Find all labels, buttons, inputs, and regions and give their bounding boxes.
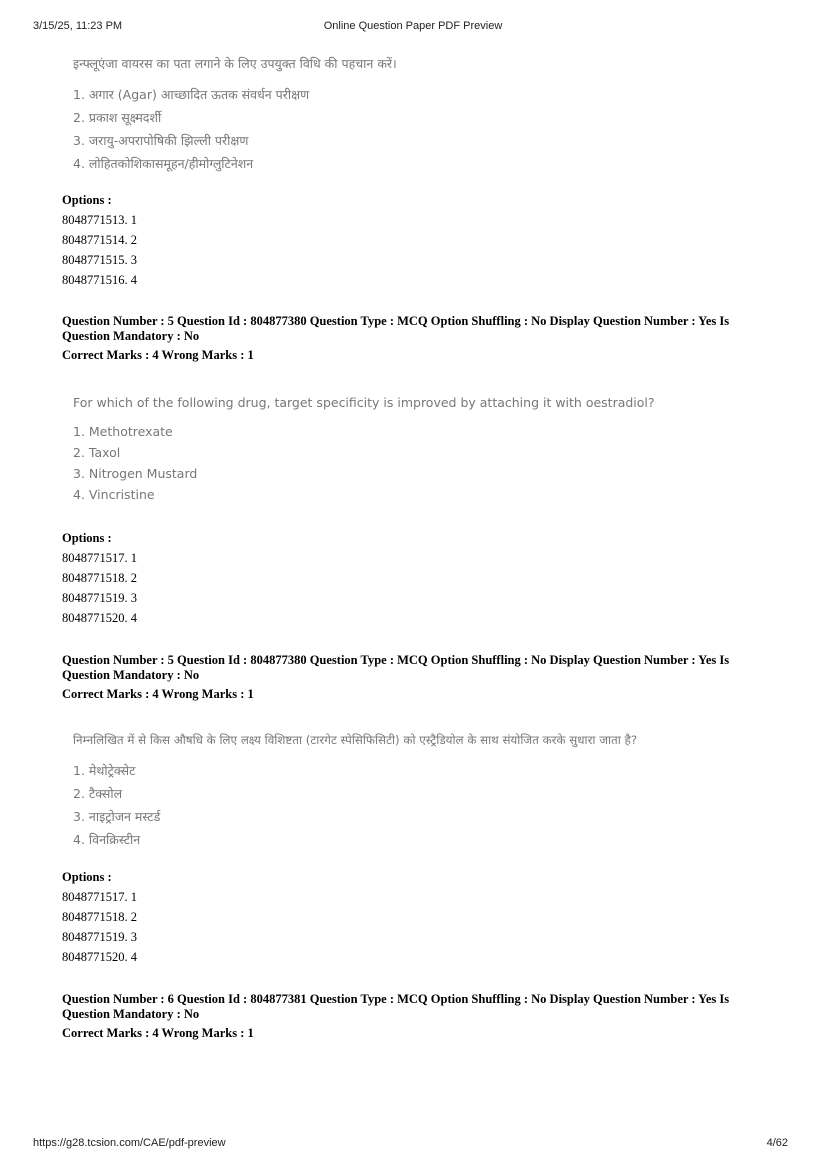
question-meta-line: Question Number : 5 Question Id : 804877380 Question Type : MCQ Option Shuffling : No Display Question Number : Yes Is Question Mandatory : No <box>62 314 730 343</box>
question-marks: Correct Marks : 4 Wrong Marks : 1 <box>62 1026 254 1040</box>
option-id: 8048771519. 3 <box>62 591 137 605</box>
options-heading: Options : <box>62 193 112 207</box>
page-number: 4/62 <box>766 1137 788 1149</box>
question-choice: 1. Methotrexate <box>73 424 173 439</box>
question-choices <box>73 424 655 502</box>
option-id: 8048771519. 3 <box>62 930 137 944</box>
print-datetime: 3/15/25, 11:23 PM <box>33 20 123 32</box>
options-block <box>62 528 137 628</box>
question-stem: इन्फ्लूएंजा वायरस का पता लगाने के लिए उपयुक्त विधि की पहचान करें। <box>73 56 397 71</box>
question-stem: निम्नलिखित में से किस औषधि के लिए लक्ष्य विशिष्टता (टारगेट स्पेसिफिसिटी) को एस्ट्रैडियोल के साथ संयोजित करके सुधारा जाता है? <box>73 733 638 747</box>
question-choices <box>73 762 637 848</box>
question-stem: For which of the following drug, target specificity is improved by attaching it with oestradiol? <box>73 395 655 410</box>
option-id: 8048771520. 4 <box>62 950 137 964</box>
option-id: 8048771514. 2 <box>62 233 137 247</box>
question-meta <box>62 314 778 363</box>
options-heading: Options : <box>62 870 112 884</box>
print-footer <box>0 1137 826 1151</box>
options-block <box>62 867 137 967</box>
option-id: 8048771520. 4 <box>62 611 137 625</box>
question-choice: 3. Nitrogen Mustard <box>73 466 198 481</box>
option-id: 8048771517. 1 <box>62 551 137 565</box>
question-meta <box>62 992 778 1041</box>
question-choice: 2. टैक्सोल <box>73 786 123 801</box>
question-choice: 1. अगार (Agar) आच्छादित ऊतक संवर्धन परीक्षण <box>73 87 310 102</box>
print-url: https://g28.tcsion.com/CAE/pdf-preview <box>33 1137 226 1149</box>
question-choice: 2. Taxol <box>73 445 121 460</box>
question-marks: Correct Marks : 4 Wrong Marks : 1 <box>62 687 254 701</box>
question-marks: Correct Marks : 4 Wrong Marks : 1 <box>62 348 254 362</box>
question-choice: 4. लोहितकोशिकासमूहन/हीमोग्लुटिनेशन <box>73 156 254 171</box>
option-id: 8048771516. 4 <box>62 273 137 287</box>
question-image-oestradiol-english <box>73 395 655 502</box>
option-id: 8048771517. 1 <box>62 890 137 904</box>
question-image-influenza-hindi <box>73 55 397 172</box>
question-choice: 4. Vincristine <box>73 487 155 502</box>
print-header <box>0 20 826 34</box>
question-choice: 3. नाइट्रोजन मस्टर्ड <box>73 809 161 824</box>
option-id: 8048771515. 3 <box>62 253 137 267</box>
option-id: 8048771513. 1 <box>62 213 137 227</box>
option-id: 8048771518. 2 <box>62 910 137 924</box>
options-heading: Options : <box>62 531 112 545</box>
question-meta-line: Question Number : 6 Question Id : 804877381 Question Type : MCQ Option Shuffling : No Display Question Number : Yes Is Question Mandatory : No <box>62 992 730 1021</box>
question-choice: 4. विनक्रिस्टीन <box>73 832 141 847</box>
question-choice: 2. प्रकाश सूक्ष्मदर्शी <box>73 110 162 125</box>
question-meta <box>62 653 778 702</box>
question-choices <box>73 86 397 172</box>
question-meta-line: Question Number : 5 Question Id : 804877380 Question Type : MCQ Option Shuffling : No Display Question Number : Yes Is Question Mandatory : No <box>62 653 730 682</box>
question-image-oestradiol-hindi <box>73 732 637 848</box>
question-choice: 3. जरायु-अपरापोषिकी झिल्ली परीक्षण <box>73 133 249 148</box>
print-title: Online Question Paper PDF Preview <box>323 20 503 32</box>
question-choice: 1. मेथोट्रेक्सेट <box>73 763 136 778</box>
option-id: 8048771518. 2 <box>62 571 137 585</box>
options-block <box>62 190 137 290</box>
